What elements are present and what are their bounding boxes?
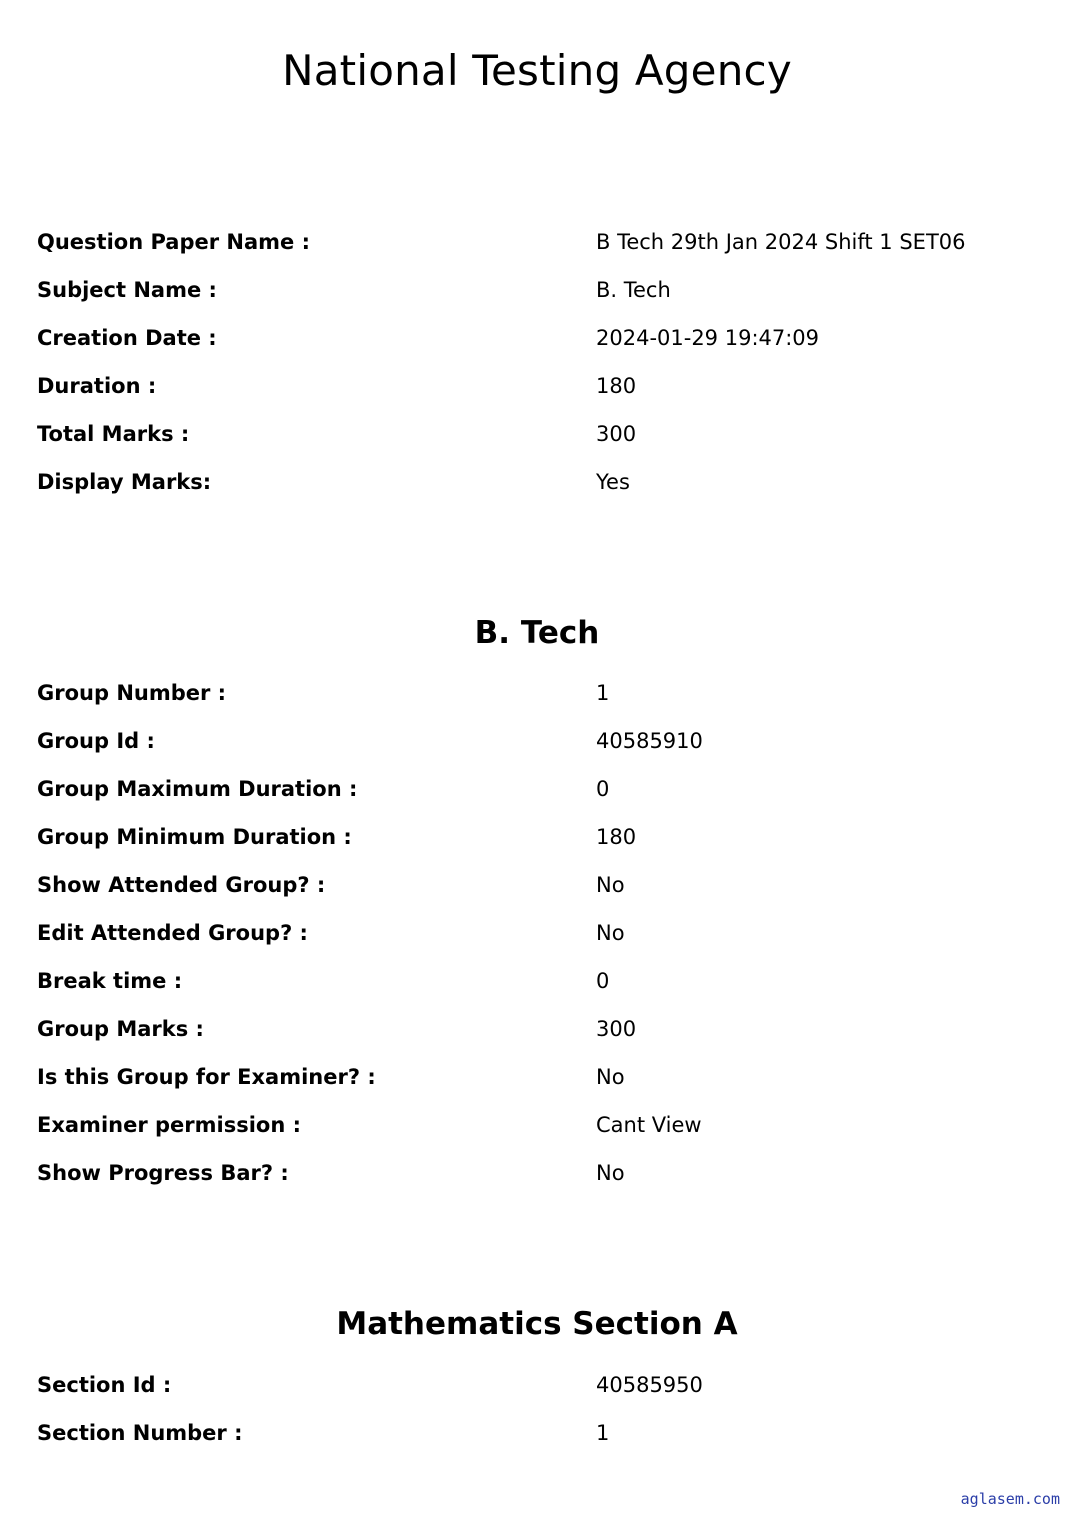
group-info-row: [0, 871, 1074, 919]
group-info-row: [0, 1159, 1074, 1207]
field-label: Total Marks :: [37, 422, 190, 446]
field-label: Examiner permission :: [37, 1113, 301, 1137]
group-info-row: [0, 1015, 1074, 1063]
group-info-table: [0, 679, 1074, 1207]
section-info-row: [0, 1419, 1074, 1467]
group-info-row: [0, 775, 1074, 823]
paper-info-table: [0, 228, 1074, 516]
field-value: 300: [596, 1017, 637, 1041]
field-value: 1: [596, 681, 610, 705]
field-value: Yes: [596, 470, 630, 494]
field-value: B Tech 29th Jan 2024 Shift 1 SET06: [596, 230, 966, 254]
field-label: Group Minimum Duration :: [37, 825, 352, 849]
field-value: 300: [596, 422, 637, 446]
field-label: Group Maximum Duration :: [37, 777, 358, 801]
section-info-row: [0, 1371, 1074, 1419]
field-value: 0: [596, 969, 610, 993]
field-value: 40585950: [596, 1373, 703, 1397]
section-info-table: [0, 1371, 1074, 1467]
group-info-row: [0, 919, 1074, 967]
watermark-text: aglasem.com: [960, 1490, 1060, 1508]
field-value: 40585910: [596, 729, 703, 753]
field-label: Group Number :: [37, 681, 227, 705]
field-label: Question Paper Name :: [37, 230, 310, 254]
paper-info-row: [0, 276, 1074, 324]
group-info-row: [0, 967, 1074, 1015]
paper-info-row: [0, 372, 1074, 420]
field-value: 0: [596, 777, 610, 801]
field-label: Display Marks:: [37, 470, 212, 494]
field-value: Cant View: [596, 1113, 702, 1137]
field-value: No: [596, 1065, 625, 1089]
field-value: 180: [596, 374, 637, 398]
field-label: Group Id :: [37, 729, 155, 753]
field-label: Is this Group for Examiner? :: [37, 1065, 376, 1089]
paper-info-row: [0, 324, 1074, 372]
group-info-row: [0, 1063, 1074, 1111]
field-label: Duration :: [37, 374, 157, 398]
group-info-row: [0, 727, 1074, 775]
field-label: Edit Attended Group? :: [37, 921, 308, 945]
field-label: Subject Name :: [37, 278, 217, 302]
section-heading: Mathematics Section A: [336, 1306, 738, 1342]
group-info-row: [0, 823, 1074, 871]
paper-info-row: [0, 420, 1074, 468]
field-label: Show Progress Bar? :: [37, 1161, 289, 1185]
field-value: 180: [596, 825, 637, 849]
field-value: No: [596, 873, 625, 897]
paper-info-row: [0, 228, 1074, 276]
field-value: 1: [596, 1421, 610, 1445]
field-value: No: [596, 921, 625, 945]
paper-info-row: [0, 468, 1074, 516]
page-title: National Testing Agency: [282, 46, 792, 95]
field-label: Section Number :: [37, 1421, 243, 1445]
field-value: No: [596, 1161, 625, 1185]
field-value: 2024-01-29 19:47:09: [596, 326, 820, 350]
group-heading: B. Tech: [474, 615, 600, 651]
field-value: B. Tech: [596, 278, 671, 302]
group-info-row: [0, 1111, 1074, 1159]
field-label: Creation Date :: [37, 326, 217, 350]
field-label: Show Attended Group? :: [37, 873, 326, 897]
field-label: Section Id :: [37, 1373, 172, 1397]
field-label: Break time :: [37, 969, 183, 993]
field-label: Group Marks :: [37, 1017, 204, 1041]
group-info-row: [0, 679, 1074, 727]
